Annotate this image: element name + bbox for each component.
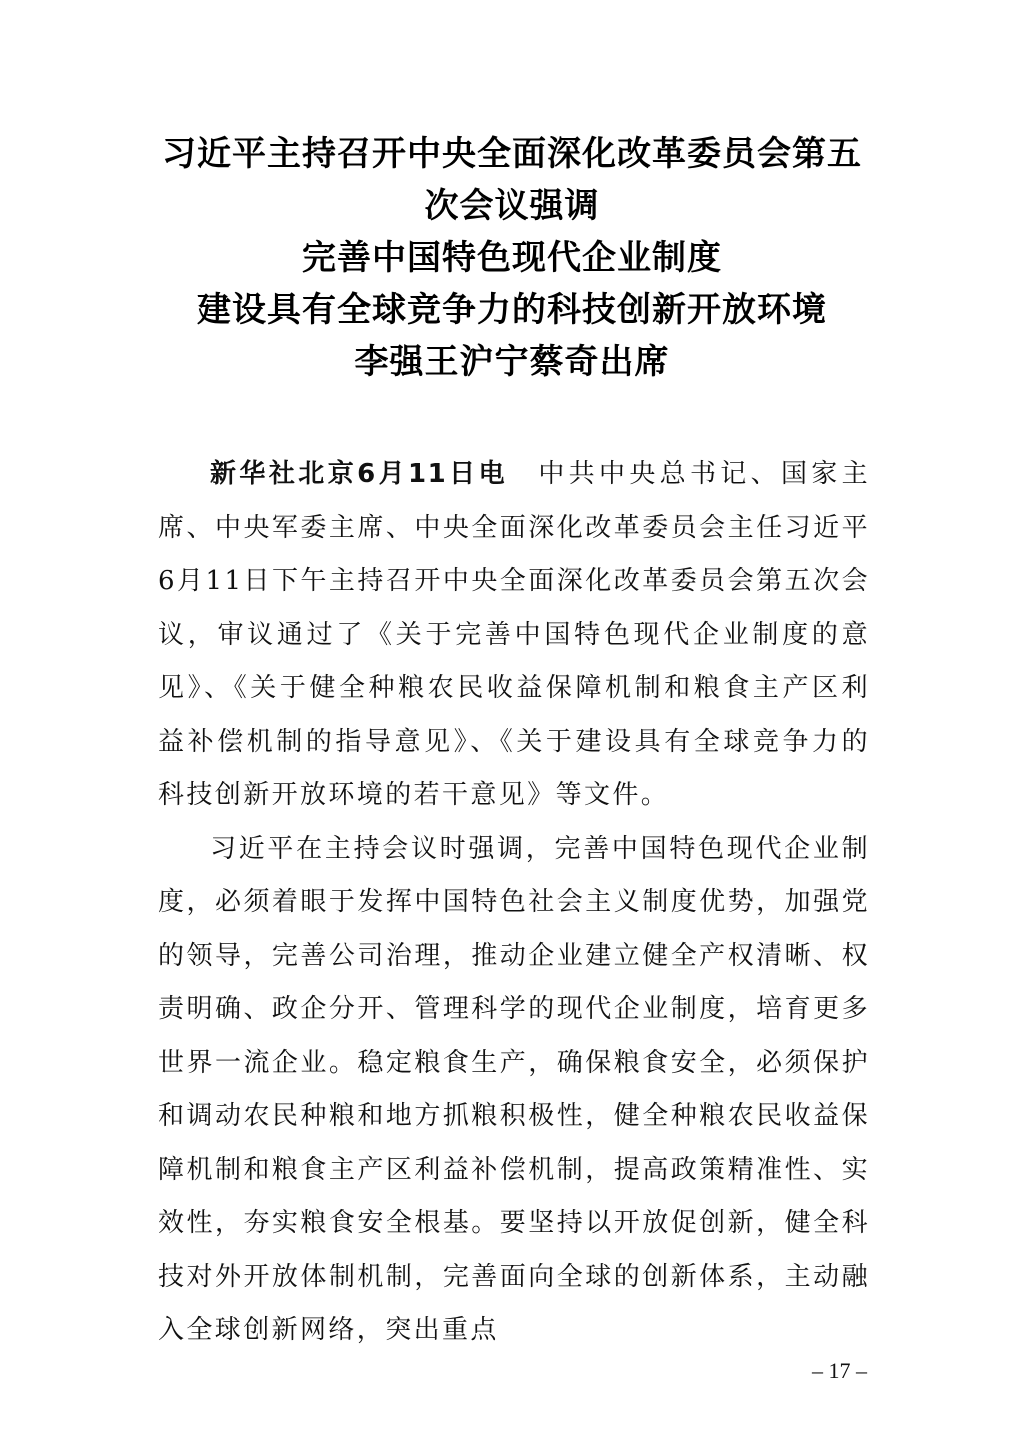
paragraph-2: 习近平在主持会议时强调，完善中国特色现代企业制度，必须着眼于发挥中国特色社会主义制度优势，加强党的领导，完善公司治理，推动企业建立健全产权清晰、权责明确、政企分开、管理科学的现代企业制度，培育更多世界一流企业。稳定粮食生产，确保粮食安全，必须保护和调动农民种粮和地方抓粮积极性，健全种粮农民收益保障机制和粮食主产区利益补偿机制，提高政策精准性、实效性，夯实粮食安全根基。要坚持以开放促创新，健全科技对外开放体制机制，完善面向全球的创新体系，主动融入全球创新网络，突出重点 [158,833,870,1345]
title-line-3: 完善中国特色现代企业制度 [302,238,722,278]
title-line-4: 建设具有全球竞争力的科技创新开放环境 [197,290,827,330]
page-number: – 17 – [812,1358,867,1383]
title-line-5: 李强王沪宁蔡奇出席 [354,342,670,382]
article-title [110,128,914,388]
dateline: 新华社北京6月11日电 [210,459,509,489]
paragraph-1-text: 中共中央总书记、国家主席、中央军委主席、中央全面深化改革委员会主任习近平6月11日下午主持召开中央全面深化改革委员会第五次会议，审议通过了《关于完善中国特色现代企业制度的意见》、《关于健全种粮农民收益保障机制和粮食主产区利益补偿机制的指导意见》、《关于建设具有全球竞争力的科技创新开放环境的若干意见》等文件。 [158,459,870,810]
title-line-2: 次会议强调 [424,186,600,226]
paragraph-1 [158,448,870,823]
title-line-1: 习近平主持召开中央全面深化改革委员会第五 [162,134,862,174]
article-body [158,448,870,1358]
